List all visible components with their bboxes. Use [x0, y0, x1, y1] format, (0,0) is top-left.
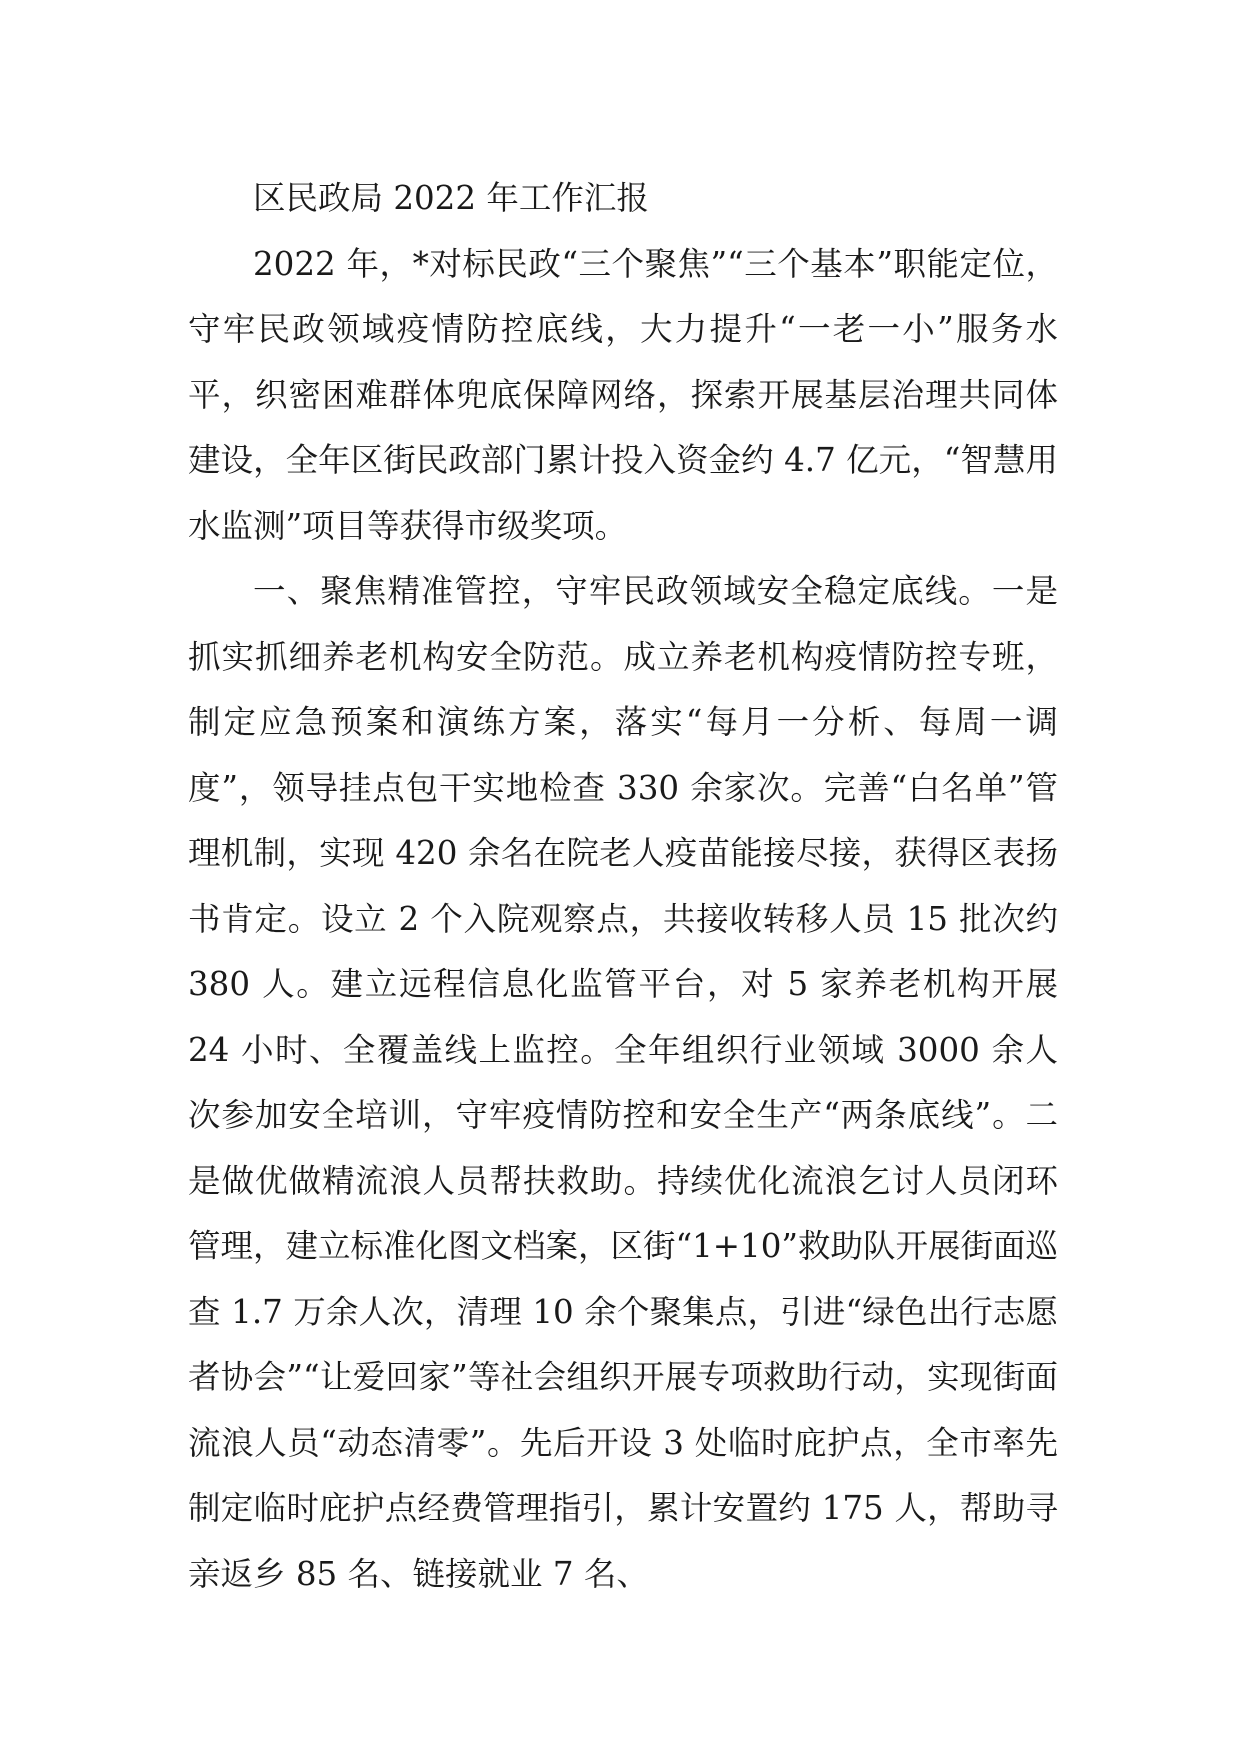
document-title: 区民政局 2022 年工作汇报	[253, 179, 649, 217]
document-body	[188, 166, 1058, 1607]
intro-paragraph: 2022 年，*对标民政“三个聚焦”“三个基本”职能定位，守牢民政领域疫情防控底线，大力提升“一老一小”服务水平，织密困难群体兜底保障网络，探索开展基层治理共同体建设，全年区街民政部门累计投入资金约 4.7 亿元，“智慧用水监测”项目等获得市级奖项。	[188, 244, 1058, 545]
section-one-paragraph: 一、聚焦精准管控，守牢民政领域安全稳定底线。一是抓实抓细养老机构安全防范。成立养老机构疫情防控专班，制定应急预案和演练方案，落实“每月一分析、每周一调度”，领导挂点包干实地检查 330 余家次。完善“白名单”管理机制，实现 420 余名在院老人疫苗能接尽接，获得区表扬书肯定。设立 2 个入院观察点，共接收转移人员 15 批次约 380 人。建立远程信息化监管平台，对 5 家养老机构开展 24 小时、全覆盖线上监控。全年组织行业领域 3000 余人次参加安全培训，守牢疫情防控和安全生产“两条底线”。二是做优做精流浪人员帮扶救助。持续优化流浪乞讨人员闭环管理，建立标准化图文档案，区街“1+10”救助队开展街面巡查 1.7 万余人次，清理 10 余个聚集点，引进“绿色出行志愿者协会”“让爱回家”等社会组织开展专项救助行动，实现街面流浪人员“动态清零”。先后开设 3 处临时庇护点，全市率先制定临时庇护点经费管理指引，累计安置约 175 人，帮助寻亲返乡 85 名、链接就业 7 名、	[188, 572, 1058, 1593]
